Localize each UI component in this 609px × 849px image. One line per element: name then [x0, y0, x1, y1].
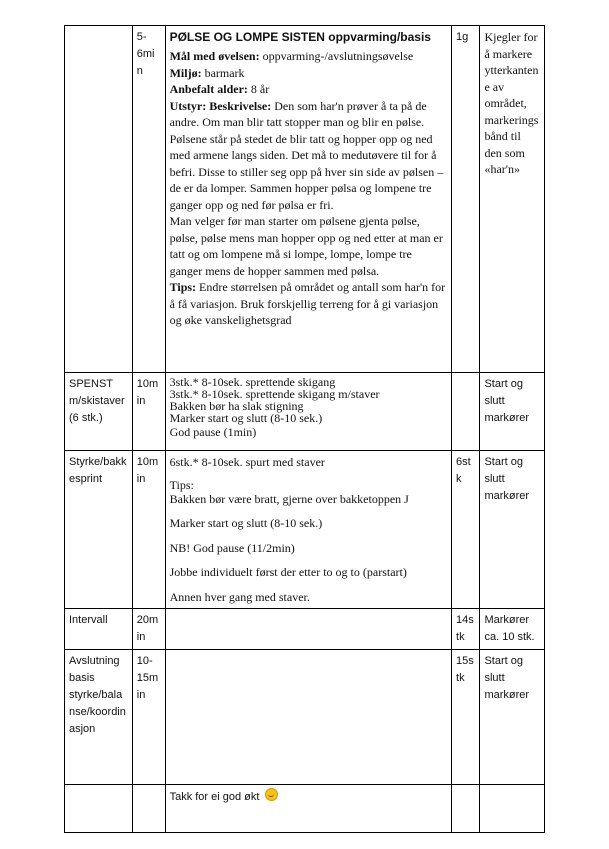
- training-plan-table: [64, 25, 545, 833]
- activity-cell: [65, 26, 133, 373]
- table-row: [65, 650, 545, 785]
- purpose-label: Mål med øvelsen:: [169, 49, 260, 63]
- equipment-cell: Start og slutt markører: [480, 451, 545, 609]
- activity-cell: Styrke/bakkesprint: [65, 451, 133, 609]
- table-row: [65, 373, 545, 451]
- description-line: Marker start og slutt (8-10 sek.): [169, 516, 323, 530]
- description-line: Jobbe individuelt først der etter to og to (parstart): [169, 565, 407, 579]
- quantity-cell: 14stk: [452, 609, 480, 650]
- table-row: [65, 785, 545, 833]
- environment-label: Miljø:: [169, 65, 202, 80]
- description-cell: [165, 785, 451, 833]
- equipment-cell: Start og slutt markører: [480, 373, 545, 451]
- activity-cell: [65, 785, 133, 833]
- equipment-cell: [480, 785, 545, 833]
- description-cell: [165, 373, 451, 451]
- description-line: NB! God pause (11/2min): [169, 540, 295, 555]
- quantity-cell: 6stk: [452, 451, 480, 609]
- description-text-2: Man velger før man starter om pølsene gjenta pølse, pølse, pølse mens man hopper opp og ned etter at man er tatt og om lompene må si lompe, lompe, lompe tre ganger mens de hopper sammen med pølsa.: [169, 214, 443, 278]
- description-line: Marker start og slutt (8-10 sek.): [169, 411, 323, 425]
- equipment-cell: Kjegler for å markere ytterkanten e av området, markerings bånd til den som «har'n»: [480, 26, 545, 373]
- exercise-title: PØLSE OG LOMPE SISTEN oppvarming/basis: [169, 30, 431, 44]
- description-line: 6stk.* 8-10sek. spurt med staver: [169, 455, 325, 469]
- time-cell: 5-6min: [132, 26, 165, 373]
- description-line: Bakken bør være bratt, gjerne over bakketoppen J: [169, 491, 409, 506]
- description-cell: [165, 609, 451, 650]
- description-line: Annen hver gang med staver.: [169, 589, 310, 604]
- quantity-cell: [452, 373, 480, 451]
- description-line: 3stk.* 8-10sek. sprettende skigang: [169, 375, 336, 389]
- table-row: [65, 451, 545, 609]
- description-line: Tips:: [169, 477, 194, 492]
- time-cell: [132, 785, 165, 833]
- quantity-cell: [452, 785, 480, 833]
- table-row: [65, 26, 545, 373]
- environment-text: barmark: [201, 65, 245, 80]
- activity-cell: Avslutning basis styrke/balanse/koordinasjon: [65, 650, 133, 785]
- time-cell: 10-15min: [132, 650, 165, 785]
- time-cell: 20min: [132, 609, 165, 650]
- description-cell: [165, 451, 451, 609]
- description-label: Utstyr: Beskrivelse:: [169, 98, 272, 113]
- description-cell: [165, 650, 451, 785]
- table-row: [65, 609, 545, 650]
- age-label: Anbefalt alder:: [169, 82, 248, 96]
- time-cell: 10min: [132, 373, 165, 451]
- description-line: God pause (1min): [169, 425, 257, 439]
- quantity-cell: 1g: [452, 26, 480, 373]
- activity-cell: SPENST m/skistaver (6 stk.): [65, 373, 133, 451]
- age-text: 8 år: [247, 82, 270, 96]
- description-line: Bakken bør ha slak stigning: [169, 399, 304, 413]
- purpose-text: oppvarming-/avslutningsøvelse: [259, 49, 414, 63]
- equipment-cell: Start og slutt markører: [480, 650, 545, 785]
- equipment-cell: Markører ca. 10 stk.: [480, 609, 545, 650]
- description-text: Den som har'n prøver å ta på de andre. Om man blir tatt stopper man og blir en pølse. Pølsene står på stedet de blir tatt og hopper opp og ned med armene langs siden. Det må to medutøvere til for å befri. Disse to stiller seg opp på hver sin side av pølsen – de er da lomper. Sammen hopper pølsa og lompene tre ganger opp og ned før pølsa er fri.: [169, 98, 444, 212]
- smiley-face-icon: [265, 788, 278, 801]
- closing-text: Takk for ei god økt: [169, 791, 260, 803]
- tips-label: Tips:: [169, 280, 197, 294]
- tips-text: Endre størrelsen på området og antall som har'n for å få variasjon. Bruk forskjellig terreng for å gi variasjon og øke vanskelighetsgrad: [169, 280, 446, 327]
- activity-cell: Intervall: [65, 609, 133, 650]
- description-line: 3stk.* 8-10sek. sprettende skigang m/staver: [169, 387, 380, 401]
- quantity-cell: 15stk: [452, 650, 480, 785]
- description-cell: [165, 26, 451, 373]
- time-cell: 10min: [132, 451, 165, 609]
